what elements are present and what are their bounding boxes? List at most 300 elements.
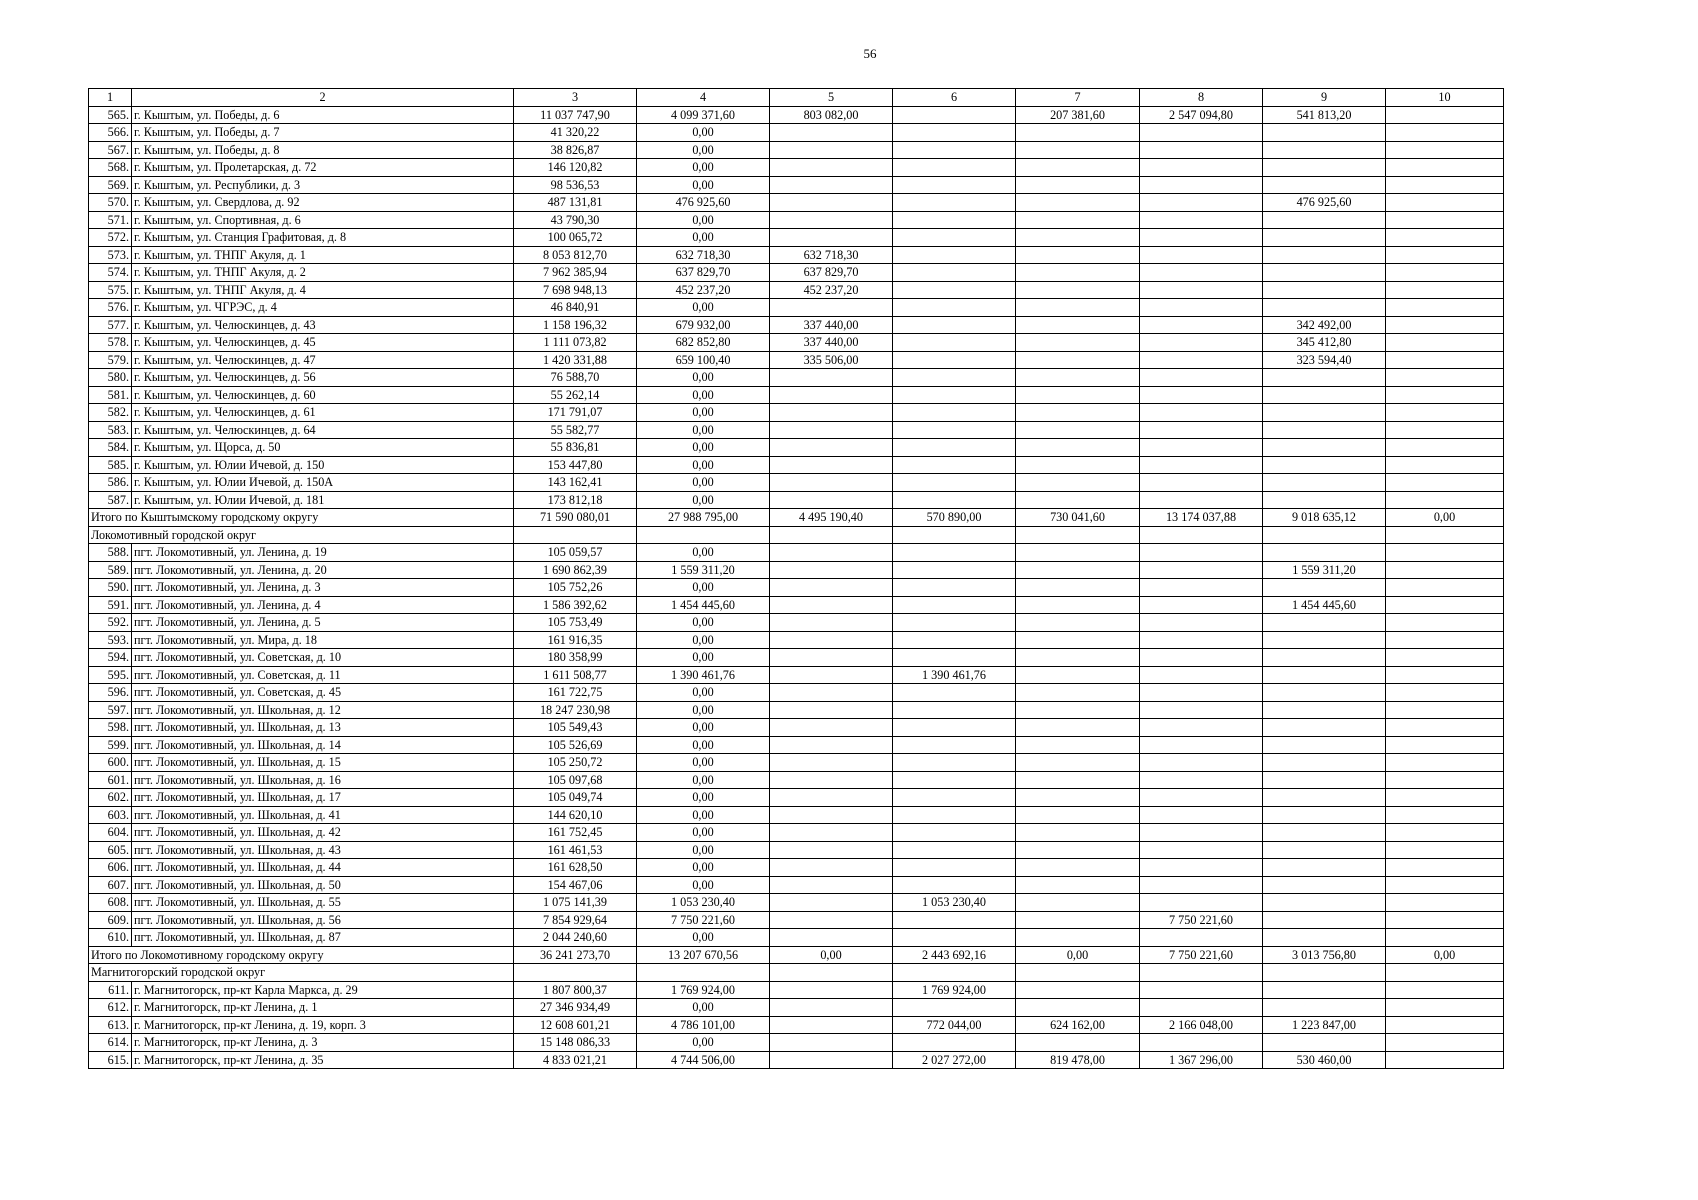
amount-cell [1140, 666, 1263, 684]
column-header: 2 [132, 89, 514, 107]
table-row [89, 596, 1504, 614]
amount-cell [893, 579, 1016, 597]
amount-cell [770, 124, 893, 142]
row-number: 569. [89, 176, 132, 194]
address-cell: г. Магнитогорск, пр-кт Ленина, д. 19, корп. 3 [132, 1016, 514, 1034]
amount-cell [770, 631, 893, 649]
amount-cell: 624 162,00 [1016, 1016, 1140, 1034]
amount-cell: 144 620,10 [514, 806, 637, 824]
amount-cell: 0,00 [637, 1034, 770, 1052]
amount-cell [893, 859, 1016, 877]
amount-cell: 0,00 [637, 614, 770, 632]
empty-cell [1386, 526, 1504, 544]
amount-cell [1016, 824, 1140, 842]
amount-cell [1263, 456, 1386, 474]
address-cell: г. Кыштым, ул. Пролетарская, д. 72 [132, 159, 514, 177]
amount-cell [1386, 386, 1504, 404]
empty-cell [637, 964, 770, 982]
row-number: 614. [89, 1034, 132, 1052]
total-label: Итого по Локомотивному городскому округу [89, 946, 514, 964]
amount-cell: 0,00 [637, 474, 770, 492]
address-cell: г. Кыштым, ул. Челюскинцев, д. 61 [132, 404, 514, 422]
amount-cell [1386, 754, 1504, 772]
amount-cell [1386, 299, 1504, 317]
address-cell: г. Кыштым, ул. Челюскинцев, д. 43 [132, 316, 514, 334]
amount-cell: 0,00 [637, 229, 770, 247]
address-cell: г. Кыштым, ул. Юлии Ичевой, д. 150 [132, 456, 514, 474]
address-cell: пгт. Локомотивный, ул. Школьная, д. 17 [132, 789, 514, 807]
amount-cell [1140, 316, 1263, 334]
amount-cell: 0,00 [637, 719, 770, 737]
table-row [89, 456, 1504, 474]
amount-cell: 105 059,57 [514, 544, 637, 562]
amount-cell: 1 559 311,20 [637, 561, 770, 579]
amount-cell [1016, 876, 1140, 894]
amount-cell [1140, 614, 1263, 632]
amount-cell [1386, 579, 1504, 597]
amount-cell [1386, 771, 1504, 789]
row-number: 574. [89, 264, 132, 282]
amount-cell: 0,00 [637, 929, 770, 947]
amount-cell [893, 876, 1016, 894]
amount-cell [893, 701, 1016, 719]
amount-cell [1016, 806, 1140, 824]
amount-cell: 1 111 073,82 [514, 334, 637, 352]
total-amount-cell: 0,00 [1016, 946, 1140, 964]
address-cell: г. Кыштым, ул. Свердлова, д. 92 [132, 194, 514, 212]
row-number: 602. [89, 789, 132, 807]
amount-cell: 772 044,00 [893, 1016, 1016, 1034]
table-row [89, 141, 1504, 159]
amount-cell [1016, 124, 1140, 142]
row-number: 611. [89, 981, 132, 999]
row-number: 613. [89, 1016, 132, 1034]
amount-cell: 541 813,20 [1263, 106, 1386, 124]
amount-cell [1140, 229, 1263, 247]
amount-cell [1263, 824, 1386, 842]
amount-cell: 0,00 [637, 999, 770, 1017]
amount-cell [770, 1016, 893, 1034]
amount-cell: 4 786 101,00 [637, 1016, 770, 1034]
amount-cell [1016, 649, 1140, 667]
amount-cell [770, 386, 893, 404]
table-row [89, 229, 1504, 247]
amount-cell [1140, 474, 1263, 492]
amount-cell: 207 381,60 [1016, 106, 1140, 124]
amount-cell: 1 053 230,40 [893, 894, 1016, 912]
amount-cell [1140, 386, 1263, 404]
registry-table [88, 88, 1504, 1069]
amount-cell [1386, 876, 1504, 894]
address-cell: г. Магнитогорск, пр-кт Ленина, д. 3 [132, 1034, 514, 1052]
row-number: 568. [89, 159, 132, 177]
amount-cell [1263, 666, 1386, 684]
amount-cell [1386, 806, 1504, 824]
amount-cell: 476 925,60 [1263, 194, 1386, 212]
row-number: 591. [89, 596, 132, 614]
amount-cell [770, 806, 893, 824]
amount-cell [1140, 824, 1263, 842]
address-cell: г. Кыштым, ул. Челюскинцев, д. 60 [132, 386, 514, 404]
row-number: 565. [89, 106, 132, 124]
amount-cell [1386, 841, 1504, 859]
amount-cell: 0,00 [637, 176, 770, 194]
amount-cell: 1 075 141,39 [514, 894, 637, 912]
address-cell: пгт. Локомотивный, ул. Школьная, д. 41 [132, 806, 514, 824]
amount-cell [893, 806, 1016, 824]
amount-cell [1140, 456, 1263, 474]
amount-cell [1016, 456, 1140, 474]
row-number: 578. [89, 334, 132, 352]
amount-cell [1386, 1034, 1504, 1052]
amount-cell: 637 829,70 [637, 264, 770, 282]
amount-cell [1386, 789, 1504, 807]
amount-cell [1016, 684, 1140, 702]
amount-cell [1140, 351, 1263, 369]
table-row [89, 246, 1504, 264]
row-number: 580. [89, 369, 132, 387]
amount-cell [893, 299, 1016, 317]
amount-cell: 637 829,70 [770, 264, 893, 282]
amount-cell: 4 099 371,60 [637, 106, 770, 124]
table-row [89, 789, 1504, 807]
amount-cell [893, 456, 1016, 474]
amount-cell: 1 769 924,00 [637, 981, 770, 999]
amount-cell [1016, 929, 1140, 947]
amount-cell [1386, 334, 1504, 352]
amount-cell [1263, 246, 1386, 264]
amount-cell [770, 719, 893, 737]
amount-cell: 153 447,80 [514, 456, 637, 474]
row-number: 605. [89, 841, 132, 859]
amount-cell [1263, 684, 1386, 702]
amount-cell: 0,00 [637, 491, 770, 509]
table-row [89, 351, 1504, 369]
amount-cell [1016, 736, 1140, 754]
total-amount-cell: 71 590 080,01 [514, 509, 637, 527]
row-number: 594. [89, 649, 132, 667]
amount-cell [893, 246, 1016, 264]
table-row [89, 1051, 1504, 1069]
amount-cell: 11 037 747,90 [514, 106, 637, 124]
amount-cell: 105 097,68 [514, 771, 637, 789]
amount-cell [1016, 421, 1140, 439]
column-header: 3 [514, 89, 637, 107]
total-amount-cell: 13 207 670,56 [637, 946, 770, 964]
table-row [89, 124, 1504, 142]
amount-cell [1263, 439, 1386, 457]
table-row [89, 404, 1504, 422]
address-cell: пгт. Локомотивный, ул. Мира, д. 18 [132, 631, 514, 649]
amount-cell: 679 932,00 [637, 316, 770, 334]
amount-cell [1140, 421, 1263, 439]
amount-cell [1263, 159, 1386, 177]
amount-cell [893, 106, 1016, 124]
amount-cell [1263, 911, 1386, 929]
amount-cell [1386, 859, 1504, 877]
address-cell: г. Кыштым, ул. ЧГРЭС, д. 4 [132, 299, 514, 317]
amount-cell [1263, 281, 1386, 299]
amount-cell [1140, 159, 1263, 177]
empty-cell [770, 526, 893, 544]
amount-cell: 18 247 230,98 [514, 701, 637, 719]
address-cell: г. Кыштым, ул. Челюскинцев, д. 56 [132, 369, 514, 387]
amount-cell [1016, 999, 1140, 1017]
amount-cell: 2 547 094,80 [1140, 106, 1263, 124]
amount-cell: 803 082,00 [770, 106, 893, 124]
amount-cell: 55 582,77 [514, 421, 637, 439]
amount-cell: 0,00 [637, 754, 770, 772]
amount-cell: 323 594,40 [1263, 351, 1386, 369]
address-cell: г. Кыштым, ул. Челюскинцев, д. 64 [132, 421, 514, 439]
total-amount-cell: 0,00 [1386, 946, 1504, 964]
table-row [89, 719, 1504, 737]
amount-cell [893, 474, 1016, 492]
amount-cell [1263, 124, 1386, 142]
amount-cell [1016, 351, 1140, 369]
amount-cell [1263, 841, 1386, 859]
column-header: 6 [893, 89, 1016, 107]
amount-cell: 452 237,20 [637, 281, 770, 299]
table-row [89, 649, 1504, 667]
table-row [89, 176, 1504, 194]
amount-cell: 1 158 196,32 [514, 316, 637, 334]
amount-cell [770, 544, 893, 562]
amount-cell [1140, 124, 1263, 142]
empty-cell [1016, 526, 1140, 544]
amount-cell: 819 478,00 [1016, 1051, 1140, 1069]
amount-cell [1140, 894, 1263, 912]
amount-cell [893, 281, 1016, 299]
table-row [89, 999, 1504, 1017]
amount-cell: 452 237,20 [770, 281, 893, 299]
empty-cell [637, 526, 770, 544]
amount-cell [1016, 596, 1140, 614]
amount-cell: 171 791,07 [514, 404, 637, 422]
amount-cell [1016, 771, 1140, 789]
amount-cell [893, 491, 1016, 509]
amount-cell [1263, 876, 1386, 894]
table-row [89, 736, 1504, 754]
amount-cell [1016, 299, 1140, 317]
amount-cell: 0,00 [637, 701, 770, 719]
amount-cell: 76 588,70 [514, 369, 637, 387]
address-cell: г. Кыштым, ул. Спортивная, д. 6 [132, 211, 514, 229]
total-label: Итого по Кыштымскому городскому округу [89, 509, 514, 527]
amount-cell: 27 346 934,49 [514, 999, 637, 1017]
table-row [89, 299, 1504, 317]
table-row [89, 159, 1504, 177]
amount-cell: 7 750 221,60 [637, 911, 770, 929]
amount-cell [770, 229, 893, 247]
amount-cell [1263, 579, 1386, 597]
table-row [89, 491, 1504, 509]
row-number: 566. [89, 124, 132, 142]
amount-cell [770, 299, 893, 317]
row-number: 596. [89, 684, 132, 702]
amount-cell: 7 854 929,64 [514, 911, 637, 929]
amount-cell: 1 559 311,20 [1263, 561, 1386, 579]
amount-cell [770, 771, 893, 789]
amount-cell [1140, 281, 1263, 299]
amount-cell: 1 454 445,60 [1263, 596, 1386, 614]
amount-cell: 46 840,91 [514, 299, 637, 317]
amount-cell [770, 754, 893, 772]
row-number: 570. [89, 194, 132, 212]
amount-cell [1386, 719, 1504, 737]
amount-cell [893, 439, 1016, 457]
amount-cell [770, 561, 893, 579]
amount-cell [893, 736, 1016, 754]
address-cell: пгт. Локомотивный, ул. Школьная, д. 55 [132, 894, 514, 912]
row-number: 612. [89, 999, 132, 1017]
amount-cell [1263, 474, 1386, 492]
amount-cell: 7 750 221,60 [1140, 911, 1263, 929]
row-number: 589. [89, 561, 132, 579]
amount-cell [770, 736, 893, 754]
empty-cell [1140, 964, 1263, 982]
amount-cell [1263, 649, 1386, 667]
amount-cell: 682 852,80 [637, 334, 770, 352]
row-number: 584. [89, 439, 132, 457]
amount-cell [770, 579, 893, 597]
amount-cell [1386, 159, 1504, 177]
amount-cell: 632 718,30 [770, 246, 893, 264]
total-amount-cell: 4 495 190,40 [770, 509, 893, 527]
amount-cell [1263, 421, 1386, 439]
amount-cell [1263, 544, 1386, 562]
amount-cell: 8 053 812,70 [514, 246, 637, 264]
amount-cell: 0,00 [637, 859, 770, 877]
amount-cell [1386, 211, 1504, 229]
amount-cell: 146 120,82 [514, 159, 637, 177]
amount-cell: 530 460,00 [1263, 1051, 1386, 1069]
amount-cell [893, 824, 1016, 842]
amount-cell: 161 916,35 [514, 631, 637, 649]
amount-cell: 2 166 048,00 [1140, 1016, 1263, 1034]
address-cell: пгт. Локомотивный, ул. Ленина, д. 20 [132, 561, 514, 579]
amount-cell: 0,00 [637, 141, 770, 159]
column-header: 9 [1263, 89, 1386, 107]
address-cell: пгт. Локомотивный, ул. Ленина, д. 5 [132, 614, 514, 632]
address-cell: пгт. Локомотивный, ул. Школьная, д. 13 [132, 719, 514, 737]
row-number: 573. [89, 246, 132, 264]
amount-cell [1016, 894, 1140, 912]
amount-cell [1016, 579, 1140, 597]
amount-cell [1016, 719, 1140, 737]
amount-cell [1263, 1034, 1386, 1052]
empty-cell [893, 526, 1016, 544]
amount-cell [1140, 649, 1263, 667]
amount-cell: 0,00 [637, 386, 770, 404]
amount-cell: 7 698 948,13 [514, 281, 637, 299]
address-cell: г. Кыштым, ул. Победы, д. 8 [132, 141, 514, 159]
row-number: 575. [89, 281, 132, 299]
amount-cell: 0,00 [637, 544, 770, 562]
amount-cell [893, 561, 1016, 579]
column-header: 5 [770, 89, 893, 107]
amount-cell [1140, 141, 1263, 159]
amount-cell [1263, 631, 1386, 649]
amount-cell [770, 929, 893, 947]
amount-cell [1016, 246, 1140, 264]
amount-cell: 0,00 [637, 789, 770, 807]
row-number: 577. [89, 316, 132, 334]
amount-cell: 41 320,22 [514, 124, 637, 142]
section-label: Локомотивный городской округ [89, 526, 514, 544]
amount-cell [1386, 351, 1504, 369]
amount-cell [770, 666, 893, 684]
amount-cell: 0,00 [637, 456, 770, 474]
table-row [89, 561, 1504, 579]
amount-cell [1140, 561, 1263, 579]
amount-cell [1386, 614, 1504, 632]
amount-cell: 105 049,74 [514, 789, 637, 807]
amount-cell [770, 614, 893, 632]
amount-cell: 1 390 461,76 [637, 666, 770, 684]
total-amount-cell: 730 041,60 [1016, 509, 1140, 527]
row-number: 609. [89, 911, 132, 929]
amount-cell [1140, 841, 1263, 859]
row-number: 610. [89, 929, 132, 947]
amount-cell [1140, 1034, 1263, 1052]
amount-cell [1386, 824, 1504, 842]
amount-cell: 345 412,80 [1263, 334, 1386, 352]
address-cell: г. Кыштым, ул. Победы, д. 7 [132, 124, 514, 142]
table-row [89, 859, 1504, 877]
amount-cell: 0,00 [637, 159, 770, 177]
amount-cell [1386, 316, 1504, 334]
amount-cell: 12 608 601,21 [514, 1016, 637, 1034]
address-cell: пгт. Локомотивный, ул. Советская, д. 11 [132, 666, 514, 684]
empty-cell [1263, 964, 1386, 982]
amount-cell [1386, 1051, 1504, 1069]
amount-cell: 0,00 [637, 649, 770, 667]
amount-cell [1263, 859, 1386, 877]
amount-cell: 105 549,43 [514, 719, 637, 737]
address-cell: г. Кыштым, ул. ТНПГ Акуля, д. 1 [132, 246, 514, 264]
amount-cell [893, 544, 1016, 562]
address-cell: пгт. Локомотивный, ул. Школьная, д. 12 [132, 701, 514, 719]
table-row [89, 281, 1504, 299]
amount-cell [1263, 211, 1386, 229]
amount-cell [1386, 701, 1504, 719]
amount-cell [1263, 999, 1386, 1017]
amount-cell [1140, 579, 1263, 597]
amount-cell [1140, 859, 1263, 877]
amount-cell [1263, 369, 1386, 387]
row-number: 579. [89, 351, 132, 369]
amount-cell: 1 807 800,37 [514, 981, 637, 999]
amount-cell: 487 131,81 [514, 194, 637, 212]
address-cell: г. Кыштым, ул. Челюскинцев, д. 47 [132, 351, 514, 369]
amount-cell [1140, 194, 1263, 212]
row-number: 585. [89, 456, 132, 474]
address-cell: пгт. Локомотивный, ул. Советская, д. 45 [132, 684, 514, 702]
total-amount-cell: 0,00 [770, 946, 893, 964]
table-row [89, 316, 1504, 334]
amount-cell [893, 911, 1016, 929]
section-row [89, 526, 1504, 544]
amount-cell [893, 719, 1016, 737]
table-row [89, 106, 1504, 124]
empty-cell [514, 526, 637, 544]
amount-cell [770, 369, 893, 387]
amount-cell: 337 440,00 [770, 316, 893, 334]
column-header: 1 [89, 89, 132, 107]
amount-cell [1016, 159, 1140, 177]
row-number: 593. [89, 631, 132, 649]
